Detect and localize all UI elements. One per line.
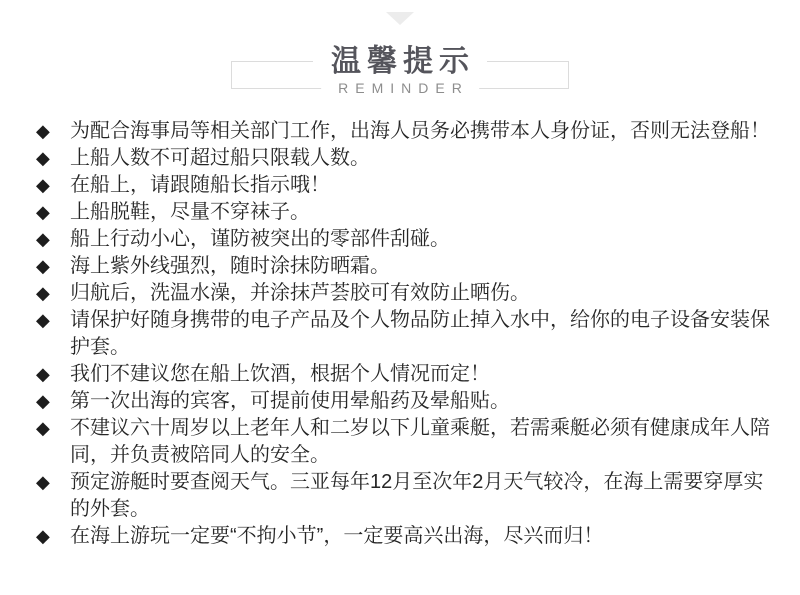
tip-text: 不建议六十周岁以上老年人和二岁以下儿童乘艇，若需乘艇必须有健康成年人陪同，并负责被陪同人的安全。 [70,417,770,466]
diamond-bullet-icon: ◆ [36,391,50,411]
page-title: 温馨提示 [313,45,487,79]
diamond-bullet-icon: ◆ [36,418,50,438]
tip-item [36,469,778,523]
tip-item [36,172,778,199]
tip-item [36,280,778,307]
tip-item [36,145,778,172]
tip-item [36,523,778,550]
tip-text: 归航后，洗温水澡，并涂抹芦荟胶可有效防止晒伤。 [70,282,530,304]
diamond-bullet-icon: ◆ [36,364,50,384]
tip-text: 我们不建议您在船上饮酒，根据个人情况而定！ [70,363,490,385]
tip-text: 在海上游玩一定要“不拘小节”，一定要高兴出海，尽兴而归！ [70,525,604,547]
tip-text: 船上行动小心，谨防被突出的零部件刮碰。 [70,228,450,250]
tip-item [36,226,778,253]
diamond-bullet-icon: ◆ [36,283,50,303]
diamond-bullet-icon: ◆ [36,175,50,195]
tip-text: 为配合海事局等相关部门工作，出海人员务必携带本人身份证，否则无法登船！ [70,120,770,142]
tip-item [36,118,778,145]
triangle-down-icon [386,12,414,25]
tips-list [36,118,778,550]
tip-item [36,415,778,469]
diamond-bullet-icon: ◆ [36,229,50,249]
diamond-bullet-icon: ◆ [36,310,50,330]
tip-text: 预定游艇时要查阅天气。三亚每年12月至次年2月天气较冷，在海上需要穿厚实的外套。 [70,471,764,520]
tip-item [36,253,778,280]
tip-item [36,307,778,361]
page-subtitle: REMINDER [321,79,479,97]
tip-text: 上船人数不可超过船只限载人数。 [70,147,370,169]
diamond-bullet-icon: ◆ [36,202,50,222]
diamond-bullet-icon: ◆ [36,121,50,141]
tip-text: 第一次出海的宾客，可提前使用晕船药及晕船贴。 [70,390,510,412]
tip-text: 在船上，请跟随船长指示哦！ [70,174,330,196]
tip-item [36,388,778,415]
tip-text: 请保护好随身携带的电子产品及个人物品防止掉入水中，给你的电子设备安装保护套。 [70,309,770,358]
tip-text: 海上紫外线强烈，随时涂抹防晒霜。 [70,255,390,277]
tip-text: 上船脱鞋，尽量不穿袜子。 [70,201,310,223]
diamond-bullet-icon: ◆ [36,472,50,492]
diamond-bullet-icon: ◆ [36,526,50,546]
diamond-bullet-icon: ◆ [36,256,50,276]
tip-item [36,361,778,388]
tip-item [36,199,778,226]
diamond-bullet-icon: ◆ [36,148,50,168]
header-frame [231,45,569,96]
reminder-notice-page [0,12,800,595]
